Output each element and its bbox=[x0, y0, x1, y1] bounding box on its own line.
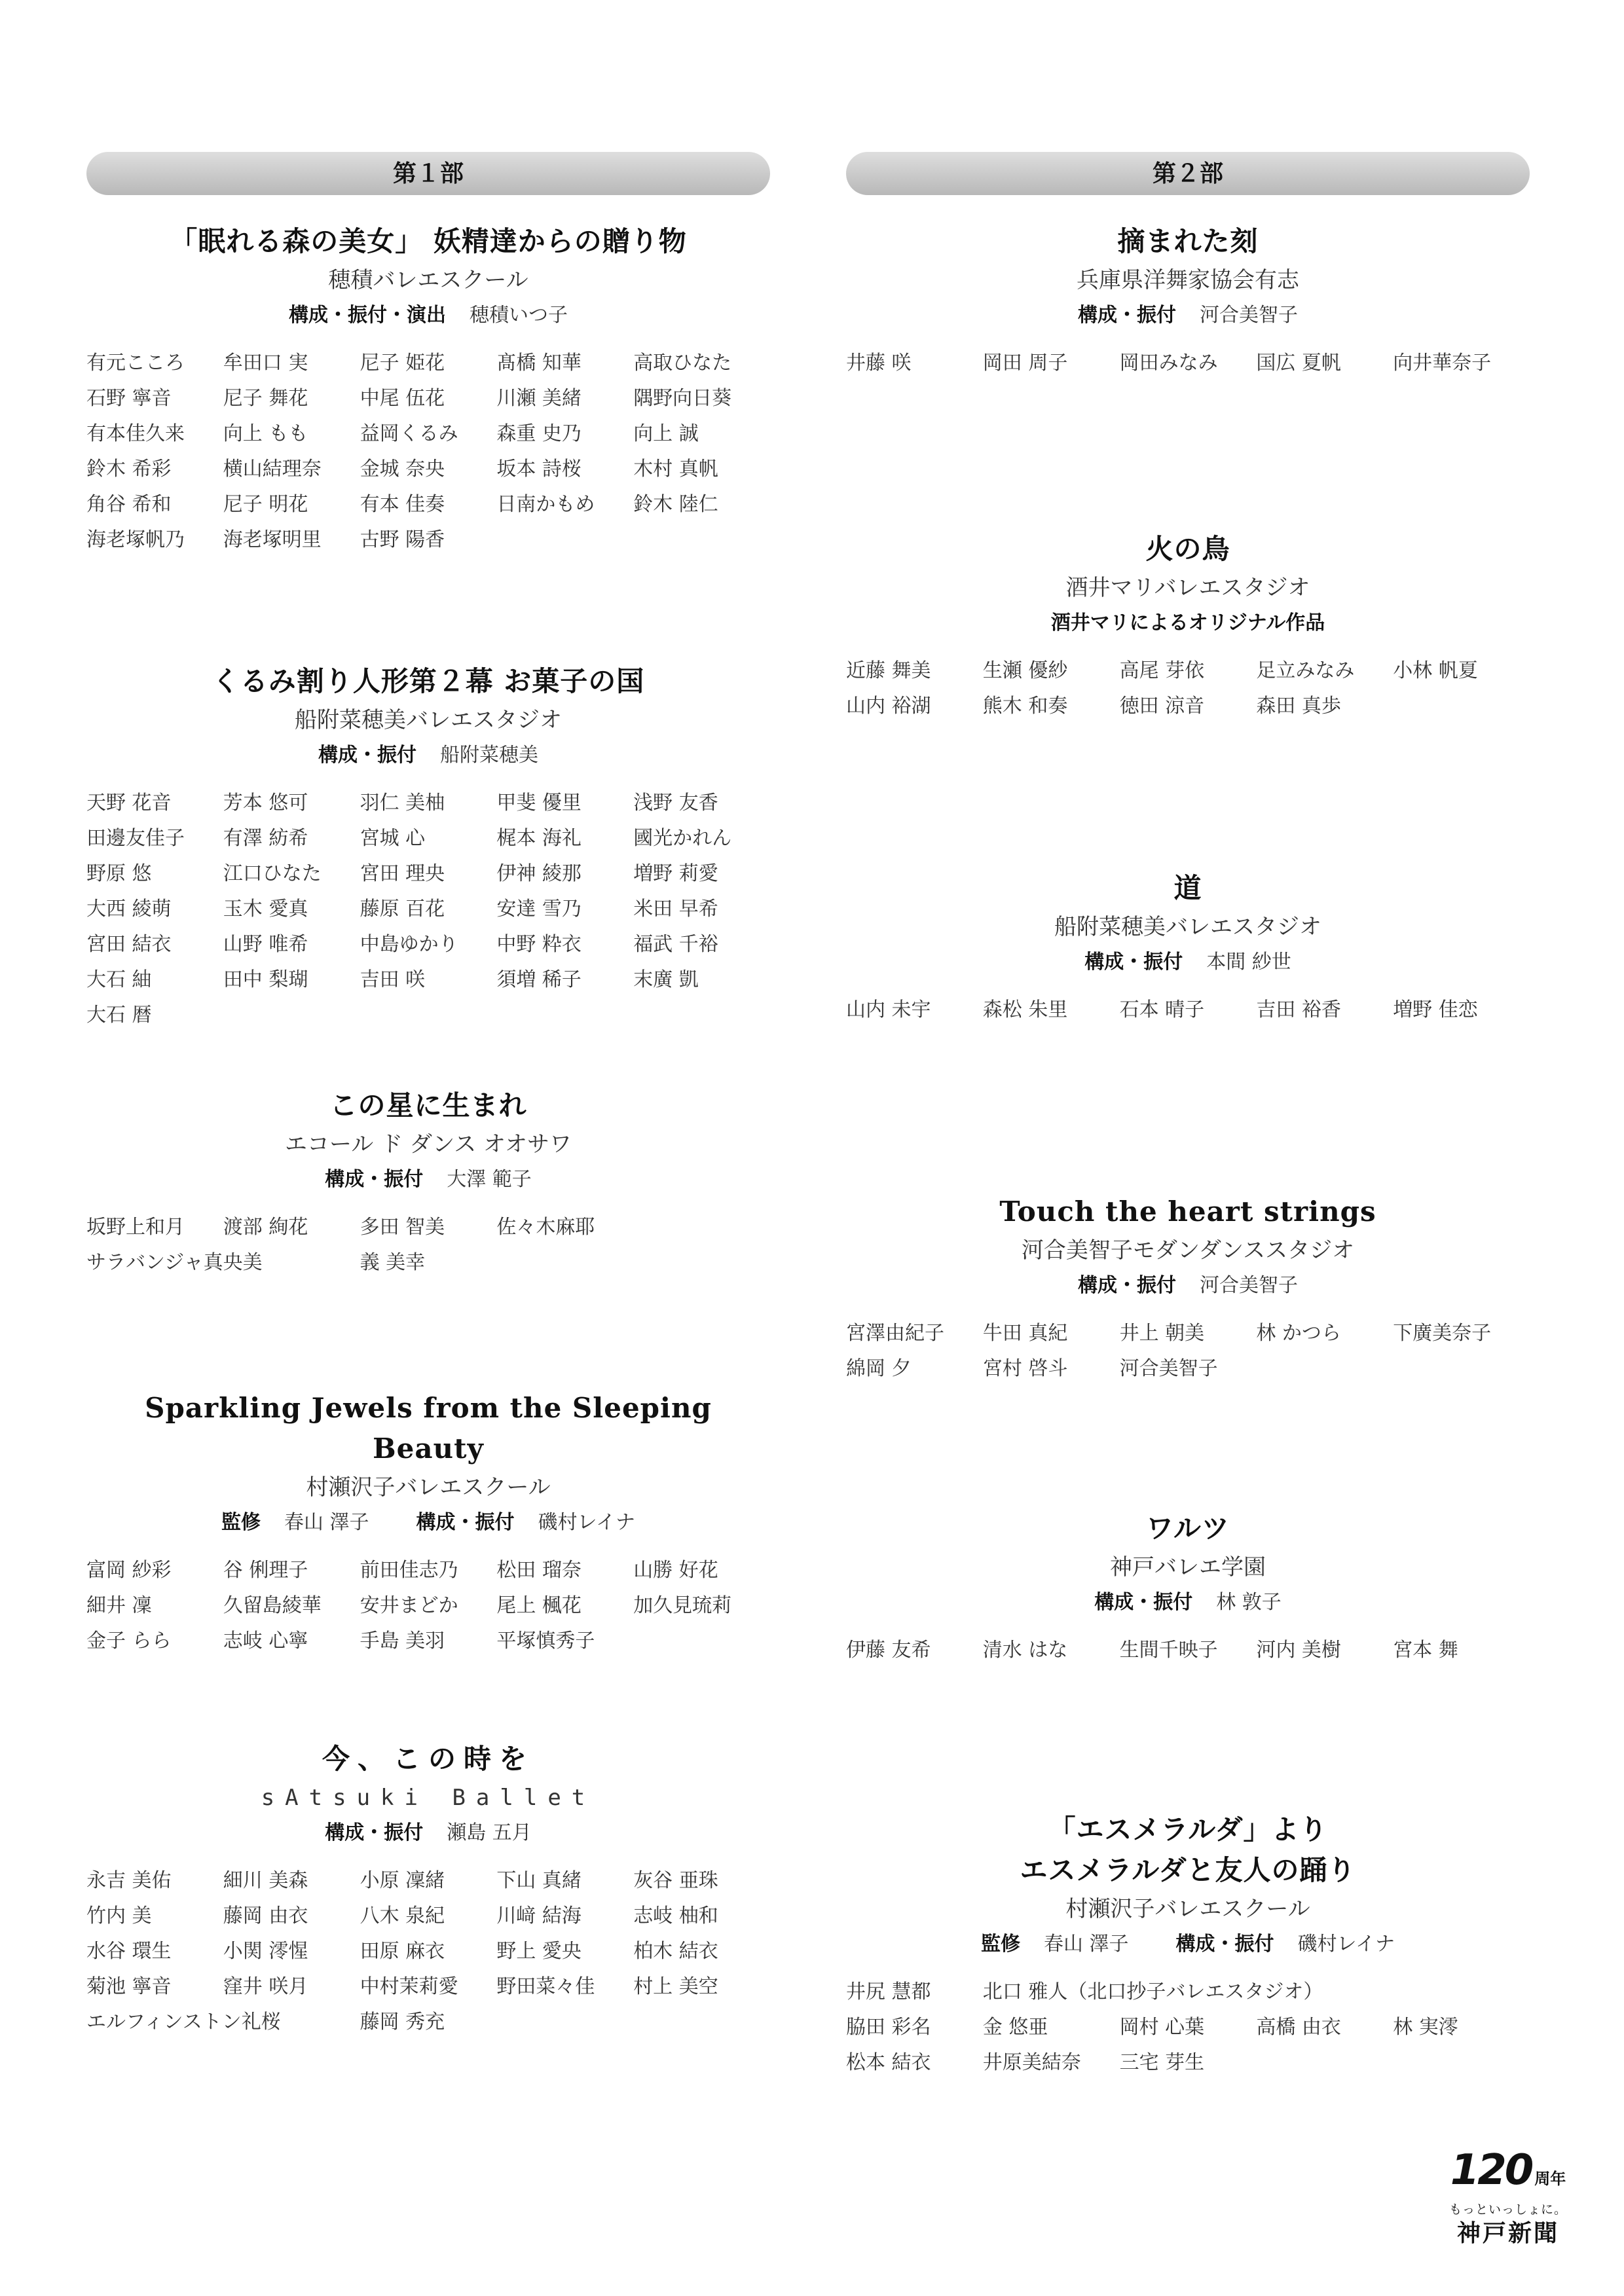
program-credit bbox=[846, 1586, 1530, 1620]
program-company: 神戸バレエ学園 bbox=[1110, 1554, 1266, 1580]
cast-name: 多田 智美 bbox=[360, 1216, 445, 1239]
cast-name: 海老塚明里 bbox=[223, 528, 322, 551]
cast-name: 義 美幸 bbox=[360, 1251, 426, 1274]
program-title: 今、この時を bbox=[322, 1743, 534, 1775]
program-title: 摘まれた刻 bbox=[1117, 225, 1259, 257]
cast-name: 細川 美森 bbox=[223, 1869, 308, 1892]
program-waltz bbox=[846, 1508, 1530, 1668]
cast-name: 有元こころ bbox=[86, 352, 185, 374]
cast-name: 中尾 伍花 bbox=[360, 387, 445, 410]
credit-role: 構成・振付 bbox=[318, 744, 416, 767]
program-credit bbox=[846, 299, 1530, 333]
program-michi bbox=[846, 868, 1530, 1028]
cast-name: 森重 史乃 bbox=[496, 422, 581, 445]
cast-list bbox=[86, 1863, 770, 2040]
cast-name: 宮田 結衣 bbox=[86, 933, 172, 956]
cast-name: 田邊友佳子 bbox=[86, 827, 185, 850]
cast-list bbox=[846, 1316, 1530, 1387]
program-touch-the-heart bbox=[846, 1192, 1530, 1387]
cast-name: 尼子 舞花 bbox=[223, 387, 308, 410]
part2-column bbox=[846, 152, 1530, 2074]
cast-name: 藤岡 秀充 bbox=[360, 2011, 445, 2033]
cast-name: 増野 莉愛 bbox=[633, 862, 718, 885]
credit-role: 構成・振付 bbox=[1078, 304, 1176, 327]
cast-name: 河内 美樹 bbox=[1256, 1639, 1341, 1662]
cast-name: 古野 陽香 bbox=[360, 528, 445, 551]
program-company: 船附菜穂美バレエスタジオ bbox=[1054, 914, 1321, 940]
cast-name: 河合美智子 bbox=[1119, 1357, 1218, 1380]
credit-person: 林 敦子 bbox=[1216, 1591, 1282, 1614]
cast-name: 細井 凜 bbox=[86, 1594, 152, 1617]
cast-name: 宮村 啓斗 bbox=[982, 1357, 1068, 1380]
cast-name: 前田佳志乃 bbox=[360, 1559, 458, 1582]
cast-name: 永吉 美佑 bbox=[86, 1869, 172, 1892]
credit-role: 構成・振付 bbox=[1094, 1591, 1193, 1614]
cast-name: 益岡くるみ bbox=[360, 422, 458, 445]
cast-list bbox=[846, 653, 1530, 724]
cast-name: 石野 寧音 bbox=[86, 387, 172, 410]
program-company: 河合美智子モダンダンススタジオ bbox=[1021, 1237, 1355, 1264]
program-firebird bbox=[846, 529, 1530, 724]
program-company: 穂積バレエスクール bbox=[328, 267, 528, 293]
credit-role: 監修 bbox=[980, 1933, 1020, 1956]
program-credit bbox=[846, 1269, 1530, 1303]
part1-header: 第１部 bbox=[86, 152, 770, 195]
cast-name: 日南かもめ bbox=[496, 493, 595, 516]
cast-name: 谷 俐理子 bbox=[223, 1559, 308, 1582]
cast-name: 安井まどか bbox=[360, 1594, 458, 1617]
cast-name: 尼子 明花 bbox=[223, 493, 308, 516]
cast-name: 柏木 結衣 bbox=[633, 1940, 718, 1963]
kobe-shimbun-logo bbox=[1439, 2146, 1577, 2248]
cast-name: 福武 千裕 bbox=[633, 933, 718, 956]
cast-name: 増野 佳恋 bbox=[1393, 998, 1478, 1021]
credit-role: 構成・振付 bbox=[1084, 951, 1183, 974]
cast-name: 山勝 好花 bbox=[633, 1559, 718, 1582]
cast-name: 吉田 裕香 bbox=[1256, 998, 1341, 1021]
credit-role: 監修 bbox=[221, 1511, 261, 1534]
cast-name: 芳本 悠可 bbox=[223, 792, 308, 814]
cast-name: 足立みなみ bbox=[1256, 659, 1355, 682]
cast-name: 井藤 咲 bbox=[846, 352, 912, 374]
cast-name: 高橋 由衣 bbox=[1256, 2016, 1341, 2039]
cast-list bbox=[86, 1210, 770, 1281]
cast-list bbox=[846, 993, 1530, 1028]
program-kono-hoshi bbox=[86, 1085, 770, 1281]
cast-name: 江口ひなた bbox=[223, 862, 322, 885]
program-credit bbox=[846, 1927, 1530, 1961]
cast-name: 田原 麻衣 bbox=[360, 1940, 445, 1963]
cast-list bbox=[86, 346, 770, 558]
program-company: 酒井マリバレエスタジオ bbox=[1065, 575, 1310, 601]
cast-name: 野田菜々佳 bbox=[496, 1975, 595, 1998]
cast-name: 梶本 海礼 bbox=[496, 827, 581, 850]
part1-column bbox=[86, 152, 770, 2033]
cast-name: 中村茉莉愛 bbox=[360, 1975, 458, 1998]
cast-name: 伊藤 友希 bbox=[846, 1639, 931, 1662]
cast-name: エルフィンストン礼桜 bbox=[86, 2011, 281, 2033]
cast-name: 近藤 舞美 bbox=[846, 659, 931, 682]
cast-name: 岡田みなみ bbox=[1119, 352, 1218, 374]
program-credit bbox=[86, 738, 770, 773]
program-title: 火の鳥 bbox=[1145, 533, 1230, 565]
program-title: Touch the heart strings bbox=[999, 1195, 1376, 1228]
program-company: エコール ド ダンス オオサワ bbox=[284, 1131, 572, 1157]
cast-name: 脇田 彩名 bbox=[846, 2016, 931, 2039]
program-company: 船附菜穂美バレエスタジオ bbox=[295, 707, 562, 733]
cast-name: 藤原 百花 bbox=[360, 898, 445, 920]
cast-name: 安達 雪乃 bbox=[496, 898, 581, 920]
program-title: ワルツ bbox=[1146, 1512, 1230, 1544]
cast-name: 有澤 紡希 bbox=[223, 827, 308, 850]
cast-name: 山野 唯希 bbox=[223, 933, 308, 956]
cast-name: 牟田口 実 bbox=[223, 352, 308, 374]
cast-name: 北口 雅人（北口抄子バレエスタジオ） bbox=[982, 1980, 1323, 2003]
cast-name: 向上 誠 bbox=[633, 422, 699, 445]
cast-name: 坂本 詩桜 bbox=[496, 458, 581, 481]
cast-name: 金 悠亜 bbox=[982, 2016, 1048, 2039]
cast-list bbox=[86, 1553, 770, 1659]
cast-name: 金城 奈央 bbox=[360, 458, 445, 481]
cast-list bbox=[846, 346, 1530, 381]
cast-name: 高取ひなた bbox=[633, 352, 732, 374]
cast-name: 林 かつら bbox=[1256, 1322, 1341, 1345]
cast-name: 手島 美羽 bbox=[360, 1630, 445, 1652]
cast-name: 坂野上和月 bbox=[86, 1216, 185, 1239]
cast-name: 下廣美奈子 bbox=[1393, 1322, 1492, 1345]
cast-name: 田中 梨瑚 bbox=[223, 968, 308, 991]
cast-name: 海老塚帆乃 bbox=[86, 528, 185, 551]
cast-name: 有本 佳奏 bbox=[360, 493, 445, 516]
cast-name: 中島ゆかり bbox=[360, 933, 458, 956]
program-credit bbox=[86, 1506, 770, 1540]
credit-person: 春山 澤子 bbox=[1043, 1933, 1129, 1956]
cast-name: 生瀬 優紗 bbox=[982, 659, 1068, 682]
cast-name: 國光かれん bbox=[633, 827, 732, 850]
cast-name: 横山結理奈 bbox=[223, 458, 322, 481]
cast-name: 鈴木 陸仁 bbox=[633, 493, 718, 516]
cast-name: 宮澤由紀子 bbox=[846, 1322, 944, 1345]
cast-name: 岡村 心葉 bbox=[1119, 2016, 1205, 2039]
credit-role: 構成・振付 bbox=[1175, 1933, 1274, 1956]
cast-name: 大石 暦 bbox=[86, 1004, 152, 1027]
program-title: Sparkling Jewels from the Sleeping Beauty bbox=[145, 1392, 712, 1465]
program-title: 「眠れる森の美女」 妖精達からの贈り物 bbox=[170, 225, 687, 257]
cast-name: 牛田 真紀 bbox=[982, 1322, 1068, 1345]
cast-name: 八木 泉紀 bbox=[360, 1904, 445, 1927]
cast-name: 向井華奈子 bbox=[1393, 352, 1492, 374]
credit-person: 穂積いつ子 bbox=[470, 304, 568, 327]
program-esmeralda bbox=[846, 1810, 1530, 2081]
cast-name: 伊神 綾那 bbox=[496, 862, 581, 885]
credit-role: 酒井マリによるオリジナル作品 bbox=[1050, 611, 1325, 634]
cast-name: 小原 凜緒 bbox=[360, 1869, 445, 1892]
cast-name: 野原 悠 bbox=[86, 862, 152, 885]
program-credit bbox=[86, 1816, 770, 1850]
cast-name: 竹内 美 bbox=[86, 1904, 152, 1927]
credit-person: 船附菜穂美 bbox=[440, 744, 538, 767]
program-title-line2: エスメラルダと友人の踊り bbox=[1020, 1854, 1356, 1886]
cast-name: 浅野 友香 bbox=[633, 792, 718, 814]
cast-name: 角谷 希和 bbox=[86, 493, 172, 516]
cast-name: 灰谷 亜珠 bbox=[633, 1869, 718, 1892]
cast-name: 玉木 愛真 bbox=[223, 898, 308, 920]
cast-name: 向上 もも bbox=[223, 422, 308, 445]
cast-name: 井上 朝美 bbox=[1119, 1322, 1205, 1345]
cast-name: 川﨑 結海 bbox=[496, 1904, 581, 1927]
credit-person: 河合美智子 bbox=[1200, 1274, 1298, 1297]
part2-header: 第２部 bbox=[846, 152, 1530, 195]
cast-name: 末廣 凱 bbox=[633, 968, 699, 991]
credit-role: 構成・振付 bbox=[1078, 1274, 1176, 1297]
cast-name: 羽仁 美柚 bbox=[360, 792, 445, 814]
cast-name: 隅野向日葵 bbox=[633, 387, 732, 410]
cast-name: 井原美結奈 bbox=[982, 2051, 1081, 2074]
cast-name: 小関 澪惺 bbox=[223, 1940, 308, 1963]
credit-person: 本間 紗世 bbox=[1206, 951, 1291, 974]
program-title: 「エスメラルダ」より bbox=[1048, 1813, 1328, 1846]
cast-name: 髙橋 知華 bbox=[496, 352, 581, 374]
program-company: 村瀬沢子バレエスクール bbox=[1065, 1896, 1310, 1922]
cast-name: 有本佳久来 bbox=[86, 422, 185, 445]
program-title: 道 bbox=[1173, 872, 1202, 904]
cast-name: 中野 粋衣 bbox=[496, 933, 581, 956]
cast-name: 富岡 紗彩 bbox=[86, 1559, 172, 1582]
cast-name: 川瀬 美緒 bbox=[496, 387, 581, 410]
credit-person: 磯村レイナ bbox=[1297, 1933, 1395, 1956]
credit-person: 瀬島 五月 bbox=[447, 1821, 532, 1844]
cast-name: 金子 らら bbox=[86, 1630, 172, 1652]
cast-name: サラバンジャ真央美 bbox=[86, 1251, 263, 1274]
cast-name: 久留島綾華 bbox=[223, 1594, 322, 1617]
cast-name: 加久見琉莉 bbox=[633, 1594, 732, 1617]
cast-name: 下山 真緒 bbox=[496, 1869, 581, 1892]
cast-name: 野上 愛央 bbox=[496, 1940, 581, 1963]
cast-name: 佐々木麻耶 bbox=[496, 1216, 595, 1239]
cast-name: 鈴木 希彩 bbox=[86, 458, 172, 481]
cast-name: 村上 美空 bbox=[633, 1975, 718, 1998]
cast-name: 熊木 和奏 bbox=[982, 695, 1068, 718]
program-title: くるみ割り人形第２幕 お菓子の国 bbox=[212, 665, 645, 697]
cast-name: 渡部 絢花 bbox=[223, 1216, 308, 1239]
cast-name: 平塚慎秀子 bbox=[496, 1630, 595, 1652]
cast-name: 宮本 舞 bbox=[1393, 1639, 1458, 1662]
anniversary-mark: 120 周年 bbox=[1450, 2146, 1566, 2195]
cast-name: 須増 稀子 bbox=[496, 968, 581, 991]
cast-name: 宮城 心 bbox=[360, 827, 426, 850]
program-sleeping-beauty bbox=[86, 221, 770, 558]
program-credit bbox=[86, 1163, 770, 1197]
cast-name: 木村 真帆 bbox=[633, 458, 718, 481]
credit-person: 春山 澤子 bbox=[284, 1511, 369, 1534]
cast-name: 岡田 周子 bbox=[982, 352, 1068, 374]
cast-name: 徳田 涼音 bbox=[1119, 695, 1205, 718]
cast-name: 志岐 心寧 bbox=[223, 1630, 308, 1652]
cast-name: 菊池 寧音 bbox=[86, 1975, 172, 1998]
credit-role: 構成・振付・演出 bbox=[289, 304, 446, 327]
cast-name: 小林 帆夏 bbox=[1393, 659, 1478, 682]
program-tsumareta-toki bbox=[846, 221, 1530, 381]
cast-name: 国広 夏帆 bbox=[1256, 352, 1341, 374]
cast-name: 松田 瑠奈 bbox=[496, 1559, 581, 1582]
credit-role: 構成・振付 bbox=[416, 1511, 515, 1534]
logo-slogan: もっといっしょに。 bbox=[1449, 2202, 1567, 2217]
cast-name: 尾上 楓花 bbox=[496, 1594, 581, 1617]
cast-list bbox=[86, 786, 770, 1033]
program-company: sAtsuki Ballet bbox=[261, 1785, 596, 1811]
cast-name: 高尾 芽依 bbox=[1119, 659, 1205, 682]
cast-name: 天野 花音 bbox=[86, 792, 172, 814]
program-sparkling-jewels bbox=[86, 1388, 770, 1659]
cast-name: 藤岡 由衣 bbox=[223, 1904, 308, 1927]
cast-name: 宮田 理央 bbox=[360, 862, 445, 885]
cast-list bbox=[846, 1633, 1530, 1668]
program-company: 兵庫県洋舞家協会有志 bbox=[1077, 267, 1299, 293]
credit-person: 磯村レイナ bbox=[538, 1511, 636, 1534]
cast-name: 生間千映子 bbox=[1119, 1639, 1218, 1662]
cast-name: 志岐 柚和 bbox=[633, 1904, 718, 1927]
cast-name: 米田 早希 bbox=[633, 898, 718, 920]
cast-name: 水谷 環生 bbox=[86, 1940, 172, 1963]
cast-name: 甲斐 優里 bbox=[496, 792, 581, 814]
cast-name: 森松 朱里 bbox=[982, 998, 1068, 1021]
cast-name: 清水 はな bbox=[982, 1639, 1068, 1662]
cast-list bbox=[846, 1975, 1530, 2081]
program-credit bbox=[846, 606, 1530, 640]
credit-role: 構成・振付 bbox=[325, 1168, 424, 1191]
cast-name: 山内 未宇 bbox=[846, 998, 931, 1021]
cast-name: 尼子 姫花 bbox=[360, 352, 445, 374]
cast-name: 森田 真歩 bbox=[1256, 695, 1341, 718]
program-title: この星に生まれ bbox=[329, 1089, 527, 1121]
cast-name: 林 実澪 bbox=[1393, 2016, 1458, 2039]
cast-name: 綿岡 夕 bbox=[846, 1357, 912, 1380]
cast-name: 三宅 芽生 bbox=[1119, 2051, 1205, 2074]
cast-name: 吉田 咲 bbox=[360, 968, 426, 991]
cast-name: 山内 裕湖 bbox=[846, 695, 931, 718]
cast-name: 大石 紬 bbox=[86, 968, 152, 991]
cast-name: 石本 晴子 bbox=[1119, 998, 1205, 1021]
cast-name: 大西 綾萌 bbox=[86, 898, 172, 920]
credit-person: 河合美智子 bbox=[1200, 304, 1298, 327]
program-company: 村瀬沢子バレエスクール bbox=[306, 1474, 551, 1501]
credit-person: 大澤 範子 bbox=[447, 1168, 532, 1191]
program-credit bbox=[846, 945, 1530, 979]
cast-name: 松本 結衣 bbox=[846, 2051, 931, 2074]
newspaper-name: 神戸新聞 bbox=[1456, 2219, 1559, 2247]
program-ima-kono-toki bbox=[86, 1739, 770, 2040]
cast-name: 窪井 咲月 bbox=[223, 1975, 308, 1998]
program-credit bbox=[86, 299, 770, 333]
program-nutcracker bbox=[86, 661, 770, 1033]
cast-name: 井尻 慧都 bbox=[846, 1980, 931, 2003]
credit-role: 構成・振付 bbox=[325, 1821, 424, 1844]
